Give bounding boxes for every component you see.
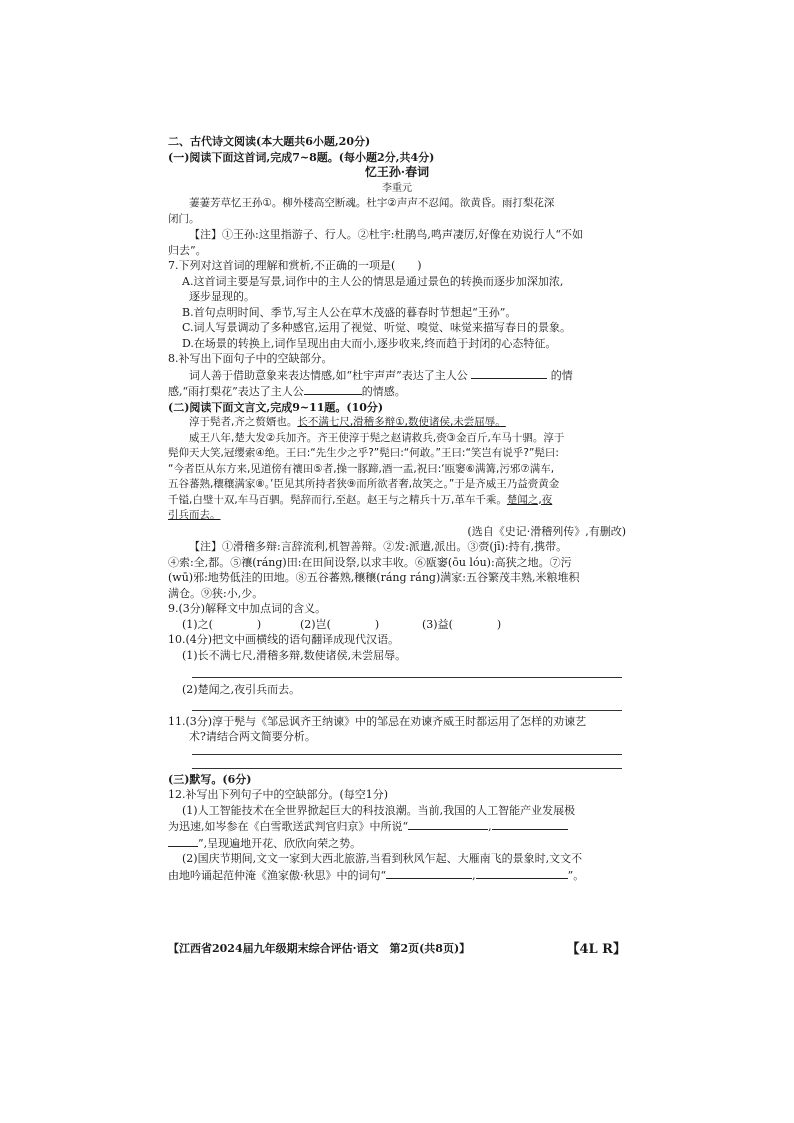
q8-line [168,367,626,384]
q12-item-1: (1)人工智能技术在全世界掀起巨大的科技浪潮。当前,我国的人工智能产业发展极 [182,803,576,817]
q12-text: ”。 [567,868,585,882]
question-9-stem: 9.(3分)解释文中加点词的含义。 [168,602,327,615]
question-11-stem: 11.(3分)淳于髡与《邹忌讽齐王纳谏》中的邹忌在劝谏齐威王时都运用了怎样的劝谏艺 [168,714,587,728]
q12-blank-2-cont[interactable] [168,835,198,847]
q12-blank-2[interactable] [492,818,568,830]
poem-author: 李重元 [382,182,412,194]
question-7-stem: 7.下列对这首词的理解和赏析,不正确的一项是( ) [168,259,422,272]
passage-text: 千镒,白璧十双,车马百驷。髡辞而行,至赵。赵王与之精兵十万,革车千乘。 [168,493,507,506]
q9-options [168,617,626,633]
q12-blank-1[interactable] [408,818,488,830]
part3-heading: (三)默写。(6分) [168,772,252,786]
q7-option-a-cont: 逐步显现的。 [189,290,255,303]
poem-note: 【注】①王孙:这里指游子、行人。②杜宇:杜鹃鸟,鸣声凄厉,好像在劝说行人“不如 [189,228,584,241]
poem-title: 忆王孙·春词 [364,165,430,179]
q12-text: , [472,868,476,882]
underlined-sentence: 长不满七尺,滑稽多辩 [297,416,396,428]
q7-option-c: C.词人写景调动了多种感官,运用了视觉、听觉、嗅觉、味觉来描写春日的景象。 [182,321,572,334]
q8-text: 词人善于借助意象来表达情感,如“杜宇声声”表达了主人公 [189,368,468,382]
q10-item-2: (2)楚闻之,夜引兵而去。 [182,683,301,696]
q8-blank-1[interactable] [471,367,547,379]
answer-line[interactable] [192,745,622,755]
passage-line [168,415,626,431]
part2-heading: (二)阅读下面文言文,完成9~11题。(10分) [168,400,384,414]
answer-line[interactable] [192,698,622,711]
passage-note: (wū)邪:地势低洼的田地。⑧五谷蕃熟,穰穰(ráng ráng)满家:五谷繁茂丰熟,米粮堆积 [168,571,580,584]
q10-item-1: (1)长不满七尺,滑稽多辩,数使诸侯,未尝屈辱。 [182,648,407,662]
q12-blank-3[interactable] [386,867,472,879]
poem-line: 萋萋芳草忆王孙①。柳外楼高空断魂。杜宇②声声不忍闻。欲黄昏。雨打梨花深 [189,197,555,209]
q12-item-2-cont [168,867,626,884]
q12-text: , [488,820,492,833]
q12-text: 为迅速,如岑参在《白雪歌送武判官归京》中所说“ [168,820,409,833]
part1-heading: (一)阅读下面这首词,完成7~8题。(每小题2分,共4分) [168,150,435,164]
passage-note: 满仓。⑨狭:小,少。 [168,586,264,600]
q9-item-3[interactable]: (3)益( ) [422,617,502,631]
passage-line: 威王八年,楚大发②兵加齐。齐王使淳于髡之赵请救兵,赍③金百斤,车马十驷。淳于 [189,431,565,444]
q8-text: 的情 [550,368,573,382]
answer-line[interactable] [192,663,622,678]
section-heading: 二、古代诗文阅读(本大题共6小题,20分) [168,135,371,148]
poem-line: 闭门。 [168,212,200,225]
q8-text: 感,“雨打梨花”表达了主人公 [168,385,304,398]
q9-item-2[interactable]: (2)岂( ) [300,617,380,631]
passage-text: 淳于髡者,齐之赘婿也。 [189,416,298,428]
passage-note: ④索:全,都。⑤禳(ráng)田:在田间设祭,以求丰收。⑥瓯窭(ōu lóu):高狭之地。⑦污 [168,555,572,569]
footer-code: 【4L R】 [566,942,626,957]
q12-item-1-cont [168,818,626,835]
question-12-stem: 12.补写出下列句子中的空缺部分。(每空1分) [168,788,389,801]
underlined-sentence: 引兵而去。 [168,509,221,521]
q8-text: 的情感。 [361,385,406,398]
page-footer [168,940,626,956]
q9-item-1[interactable]: (1)之( ) [182,617,262,631]
passage-note: 【注】①滑稽多辩:言辞流利,机智善辩。②发:派遣,派出。③赍(jī):持有,携带。 [189,540,568,553]
exam-page [168,134,626,883]
q7-option-b: B.首句点明时间、季节,写主人公在草木茂盛的暮春时节想起“王孙”。 [182,305,517,319]
passage-source: (选自《史记·滑稽列传》,有删改) [467,524,626,538]
passage-line: 五谷蕃熟,穰穰满家⑧。’臣见其所持者狭⑨而所欲者奢,故笑之。”于是齐威王乃益赍黄金 [168,478,560,490]
question-11-stem-cont: 术?请结合两文简要分析。 [189,730,316,743]
underlined-sentence: 楚闻之,夜 [506,493,553,506]
q12-text: ”,呈现遍地开花、欣欣向荣之势。 [198,836,362,850]
answer-line[interactable] [192,755,622,769]
q12-text: 由地吟诵起范仲淹《渔家傲·秋思》中的词句“ [168,868,387,882]
question-8-stem: 8.补写出下面句子中的空缺部分。 [168,352,333,365]
q8-blank-2[interactable] [304,383,362,395]
q12-item-2: (2)国庆节期间,文文一家到大西北旅游,当看到秋风乍起、大雁南飞的景象时,文文不 [182,852,583,865]
question-10-stem: 10.(4分)把文中画横线的语句翻译成现代汉语。 [168,633,400,646]
poem-note: 归去”。 [168,243,207,257]
q8-line [168,383,626,400]
passage-line: “今者臣从东方来,见道傍有禳田⑤者,操一豚蹄,酒一盂,祝曰:‘瓯窭⑥满篝,污邪⑦满车, [168,462,555,475]
q12-item-1-cont [168,835,626,852]
q12-blank-4[interactable] [476,867,568,879]
q7-option-a: A.这首词主要是写景,词作中的主人公的情思是通过景色的转换而逐步加深加浓, [182,274,564,288]
passage-line: 髡仰天大笑,冠缨索④绝。王曰:“先生少之乎?”髡曰:“何敢。”王曰:“笑岂有说乎?”髡曰: [168,447,559,459]
q7-option-d: D.在场景的转换上,词作呈现出由大而小,逐步收来,终而趋于封闭的心态特征。 [182,336,557,350]
passage-line [168,493,626,509]
footer-exam-info: 【江西省2024届九年级期末综合评估·语文 第2页(共8页)】 [168,942,471,955]
underlined-sentence: ①,数使诸侯,未尝屈辱。 [395,416,506,428]
